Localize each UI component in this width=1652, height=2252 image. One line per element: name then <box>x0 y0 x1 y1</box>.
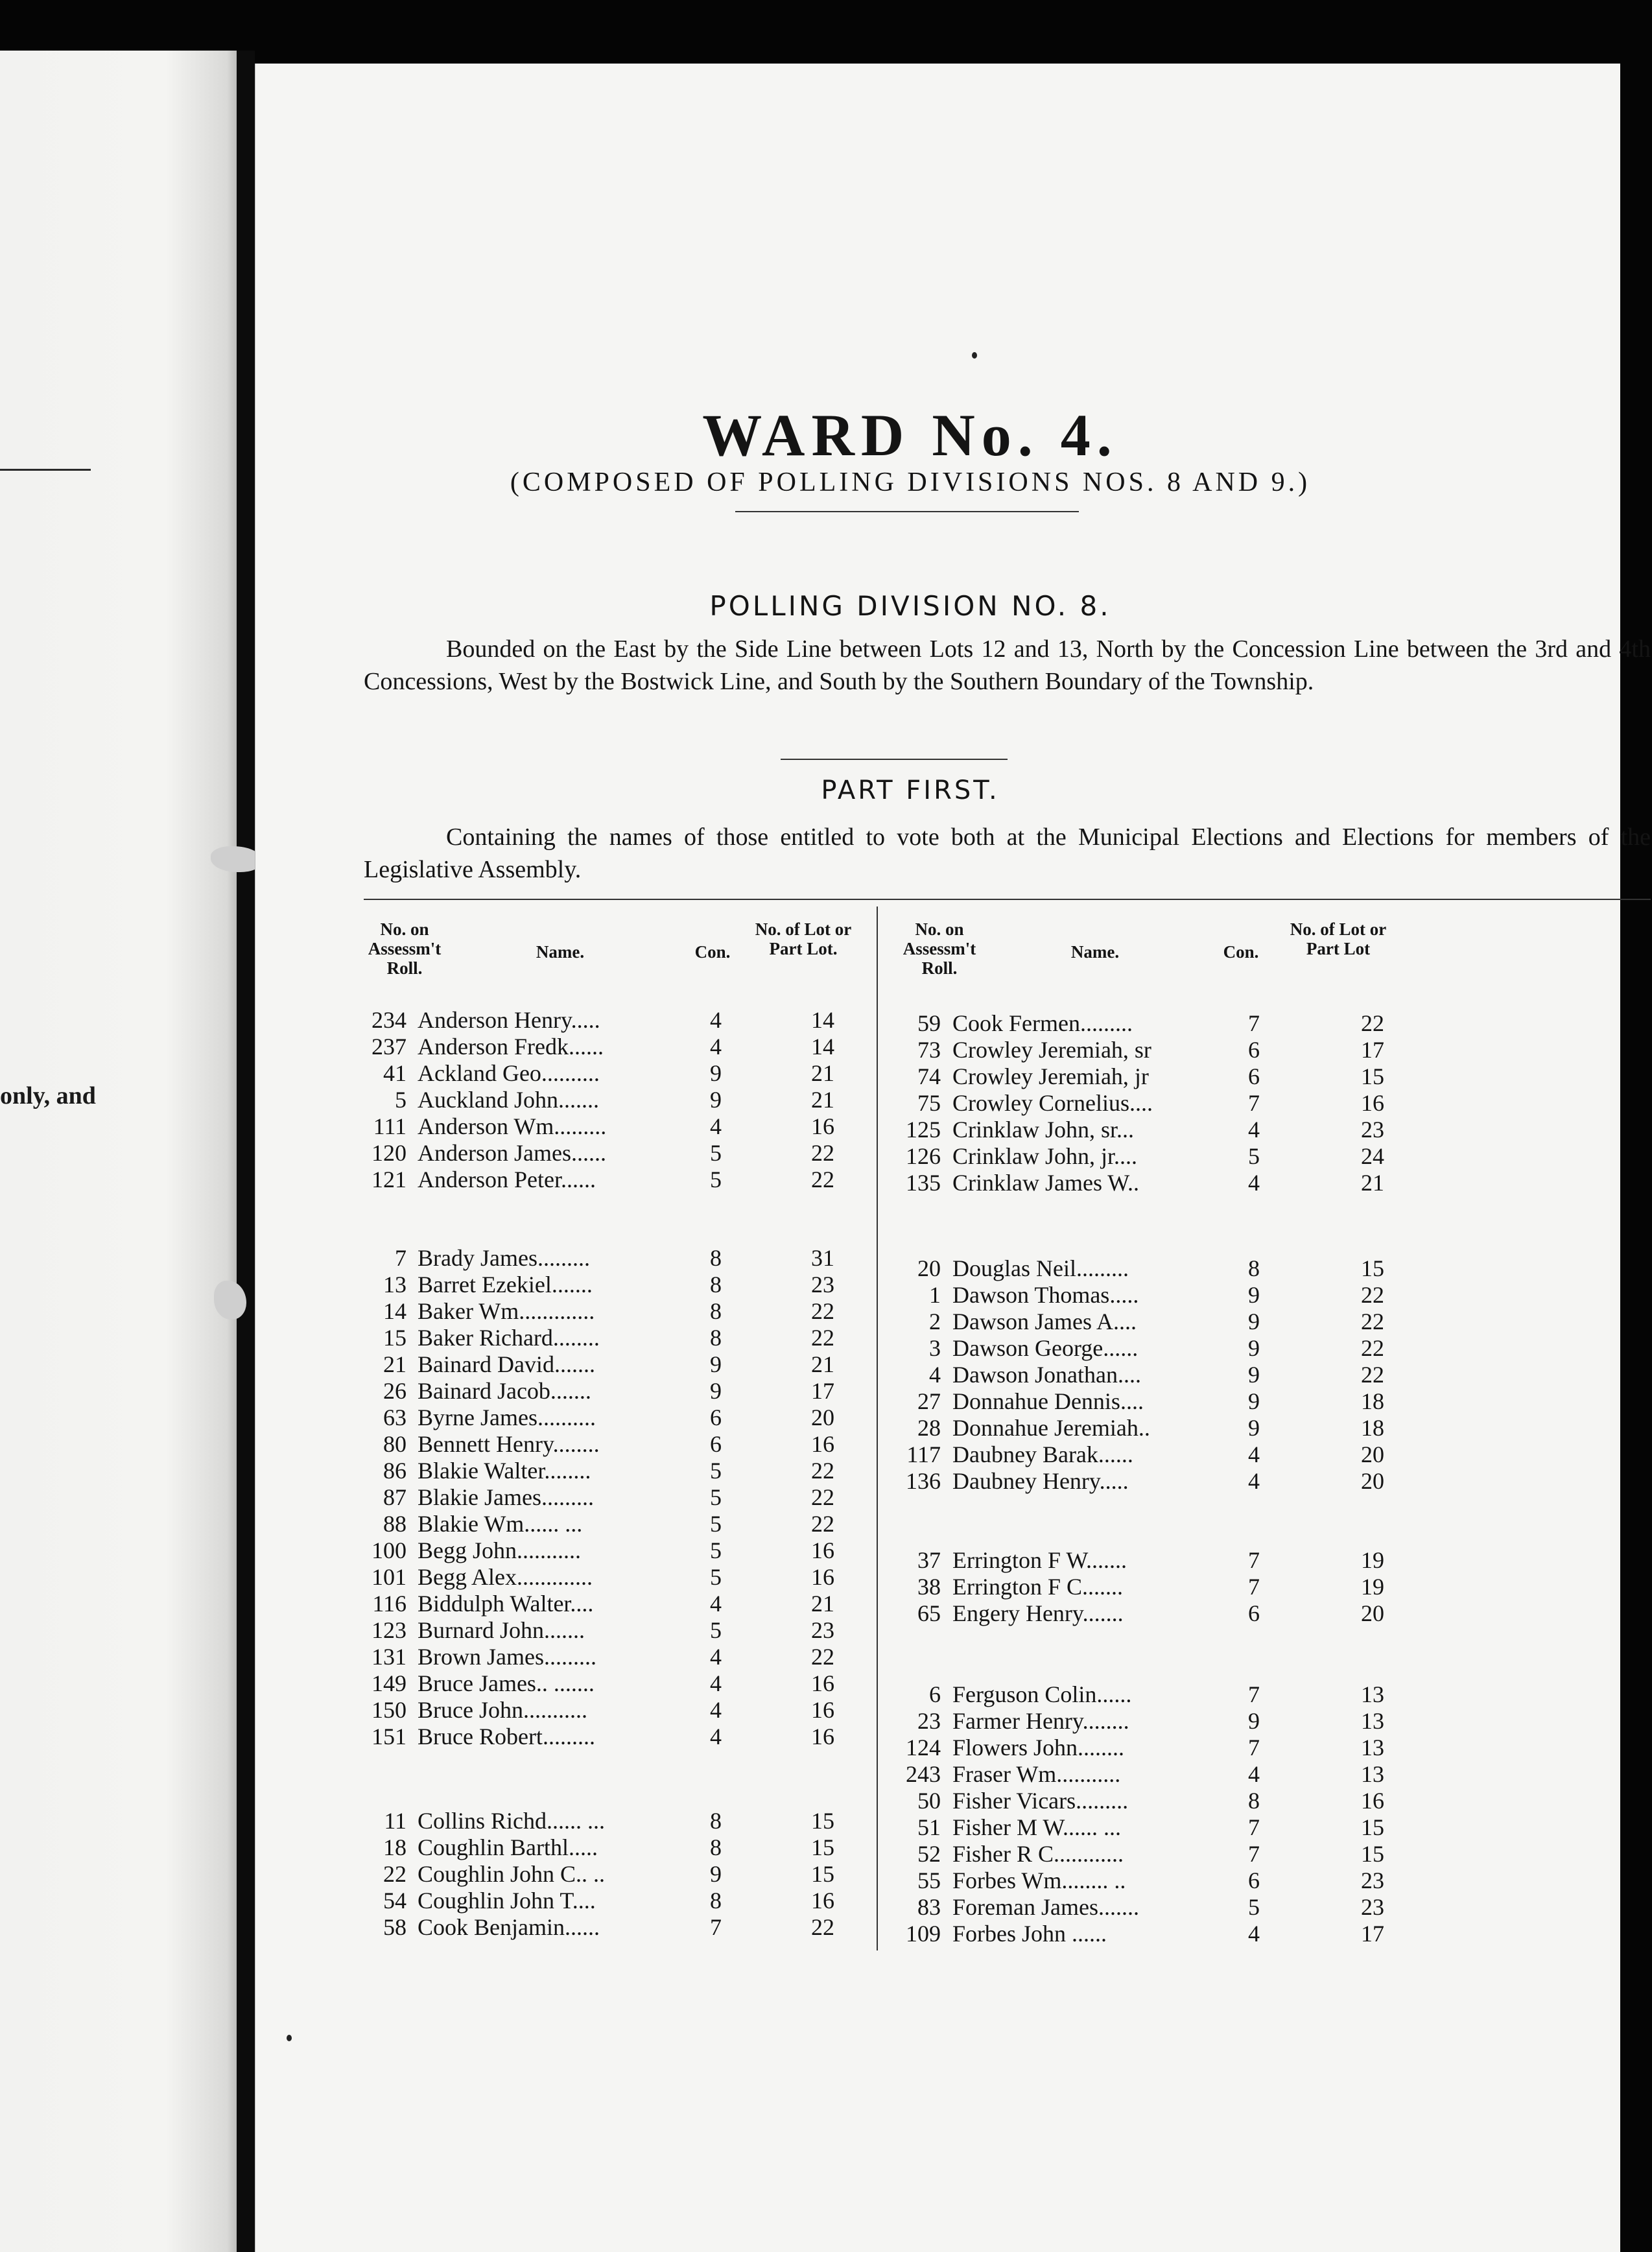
lot-number: 20 <box>1361 1468 1384 1494</box>
roll-number: 75 <box>917 1090 941 1116</box>
concession: 7 <box>710 1914 722 1940</box>
lot-number: 22 <box>811 1511 834 1537</box>
concession: 8 <box>710 1808 722 1834</box>
concession: 9 <box>710 1060 722 1086</box>
lot-number: 13 <box>1361 1761 1384 1787</box>
voter-row <box>255 1388 1546 1414</box>
voter-name: Burnard John....... <box>418 1617 585 1643</box>
voter-row <box>255 1894 1546 1920</box>
lot-number: 22 <box>811 1140 834 1166</box>
voter-row <box>255 1761 1546 1787</box>
voter-name: Donnahue Dennis.... <box>952 1388 1144 1414</box>
voter-name: Forbes Wm........ .. <box>952 1867 1126 1893</box>
roll-number: 7 <box>395 1245 407 1271</box>
concession: 4 <box>1248 1441 1260 1467</box>
voter-name: Coughlin Barthl..... <box>418 1834 598 1860</box>
roll-number: 234 <box>372 1007 407 1033</box>
lot-number: 22 <box>811 1325 834 1351</box>
voter-row <box>255 1255 1546 1281</box>
voter-row <box>255 1814 1546 1840</box>
voter-row <box>255 1415 1546 1441</box>
lot-number: 22 <box>1361 1335 1384 1361</box>
concession: 5 <box>710 1537 722 1563</box>
right-name-header: Name. <box>1070 942 1120 962</box>
lot-number: 22 <box>811 1914 834 1940</box>
concession: 7 <box>1248 1090 1260 1116</box>
voter-name: Dawson Jonathan.... <box>952 1362 1141 1388</box>
voter-name: Bruce Robert......... <box>418 1724 595 1749</box>
concession: 4 <box>710 1591 722 1617</box>
boundary-description: Bounded on the East by the Side Line between Lots 12 and 13, North by the Concession Line between the 3rd and 4th Concessions, West by the Bostwick Line, and South by the Southern Boundary of the Township. <box>364 635 1651 695</box>
voter-name: Ackland Geo.......... <box>418 1060 600 1086</box>
roll-number: 243 <box>906 1761 941 1787</box>
voter-name: Donnahue Jeremiah.. <box>952 1415 1150 1441</box>
roll-number: 13 <box>383 1272 407 1298</box>
lot-number: 15 <box>1361 1063 1384 1089</box>
roll-number: 20 <box>917 1255 941 1281</box>
roll-number: 125 <box>906 1117 941 1143</box>
voter-row <box>255 1090 1546 1116</box>
lot-number: 16 <box>811 1113 834 1139</box>
concession: 4 <box>710 1670 722 1696</box>
concession: 5 <box>710 1140 722 1166</box>
roll-number: 3 <box>929 1335 941 1361</box>
roll-number: 59 <box>917 1010 941 1036</box>
roll-number: 65 <box>917 1600 941 1626</box>
lot-number: 16 <box>811 1431 834 1457</box>
concession: 4 <box>710 1697 722 1723</box>
roll-number: 149 <box>372 1670 407 1696</box>
lot-number: 13 <box>1361 1735 1384 1760</box>
roll-number: 87 <box>383 1484 407 1510</box>
concession: 7 <box>1248 1841 1260 1867</box>
roll-number: 63 <box>383 1405 407 1430</box>
voter-name: Bainard David....... <box>418 1351 595 1377</box>
division-title: POLLING DIVISION NO. 8. <box>709 590 1111 622</box>
voter-name: Baker Wm............. <box>418 1298 595 1324</box>
concession: 7 <box>1248 1547 1260 1573</box>
voter-row <box>255 1644 1546 1670</box>
lot-number: 22 <box>811 1644 834 1670</box>
lot-number: 16 <box>811 1537 834 1563</box>
concession: 4 <box>710 1113 722 1139</box>
roll-number: 237 <box>372 1034 407 1060</box>
voter-name: Cook Fermen......... <box>952 1010 1133 1036</box>
concession: 4 <box>1248 1170 1260 1196</box>
concession: 5 <box>710 1167 722 1192</box>
voter-row <box>255 1708 1546 1734</box>
right-page <box>255 64 1651 2252</box>
book-spine <box>237 51 255 2252</box>
voter-name: Flowers John........ <box>952 1735 1125 1760</box>
roll-number: 117 <box>906 1441 941 1467</box>
lot-number: 17 <box>1361 1921 1384 1947</box>
voter-name: Crowley Cornelius.... <box>952 1090 1153 1116</box>
lot-number: 23 <box>1361 1117 1384 1143</box>
lot-number: 21 <box>1361 1170 1384 1196</box>
table-rule <box>364 899 1651 900</box>
part-title: PART FIRST. <box>821 776 1000 805</box>
lot-number: 19 <box>1361 1547 1384 1573</box>
concession: 8 <box>710 1272 722 1298</box>
concession: 5 <box>710 1564 722 1590</box>
roll-number: 120 <box>372 1140 407 1166</box>
lot-number: 16 <box>811 1724 834 1749</box>
concession: 4 <box>1248 1468 1260 1494</box>
lot-number: 19 <box>1361 1574 1384 1600</box>
lot-number: 13 <box>1361 1708 1384 1734</box>
lot-number: 21 <box>811 1351 834 1377</box>
voter-name: Dawson James A.... <box>952 1309 1137 1334</box>
voter-name: Engery Henry....... <box>952 1600 1124 1626</box>
concession: 5 <box>1248 1894 1260 1920</box>
concession: 7 <box>1248 1735 1260 1760</box>
roll-number: 131 <box>372 1644 407 1670</box>
voter-name: Coughlin John T.... <box>418 1888 596 1914</box>
voter-row <box>255 1921 1546 1947</box>
lot-number: 22 <box>811 1458 834 1484</box>
lot-number: 16 <box>1361 1090 1384 1116</box>
roll-number: 2 <box>929 1309 941 1334</box>
concession: 4 <box>1248 1921 1260 1947</box>
lot-number: 22 <box>1361 1309 1384 1334</box>
concession: 4 <box>710 1007 722 1033</box>
voter-name: Biddulph Walter.... <box>418 1591 594 1617</box>
concession: 9 <box>1248 1708 1260 1734</box>
voter-name: Crinklaw James W.. <box>952 1170 1139 1196</box>
ink-speck <box>287 2035 292 2041</box>
concession: 4 <box>1248 1117 1260 1143</box>
voter-name: Fraser Wm........... <box>952 1761 1121 1787</box>
voter-row <box>255 1681 1546 1707</box>
voter-name: Collins Richd...... ... <box>418 1808 606 1834</box>
voter-name: Errington F W....... <box>952 1547 1127 1573</box>
voter-name: Bruce James.. ....... <box>418 1670 595 1696</box>
lot-number: 13 <box>1361 1681 1384 1707</box>
concession: 7 <box>1248 1574 1260 1600</box>
roll-number: 11 <box>384 1808 407 1834</box>
roll-number: 109 <box>906 1921 941 1947</box>
voter-name: Daubney Barak...... <box>952 1441 1133 1467</box>
roll-number: 111 <box>373 1113 407 1139</box>
voter-name: Begg Alex............. <box>418 1564 593 1590</box>
left-lot-header: No. of Lot or Part Lot. <box>755 919 852 958</box>
roll-number: 58 <box>383 1914 407 1940</box>
lot-number: 14 <box>811 1034 834 1060</box>
roll-number: 126 <box>906 1143 941 1169</box>
roll-number: 50 <box>917 1788 941 1814</box>
roll-number: 135 <box>906 1170 941 1196</box>
voter-name: Daubney Henry..... <box>952 1468 1129 1494</box>
concession: 9 <box>1248 1388 1260 1414</box>
lot-number: 16 <box>811 1697 834 1723</box>
concession: 5 <box>710 1484 722 1510</box>
left-name-header: Name. <box>536 942 585 962</box>
lot-number: 16 <box>1361 1788 1384 1814</box>
lot-number: 22 <box>811 1298 834 1324</box>
lot-number: 15 <box>811 1808 834 1834</box>
concession: 4 <box>710 1644 722 1670</box>
concession: 5 <box>710 1458 722 1484</box>
roll-number: 26 <box>383 1378 407 1404</box>
voter-row <box>255 1117 1546 1143</box>
concession: 9 <box>710 1378 722 1404</box>
voter-row <box>255 1010 1546 1036</box>
roll-number: 124 <box>906 1735 941 1760</box>
lot-number: 21 <box>811 1060 834 1086</box>
divider <box>735 511 1079 512</box>
voter-name: Bennett Henry........ <box>418 1431 600 1457</box>
voter-name: Anderson Wm......... <box>418 1113 607 1139</box>
roll-number: 73 <box>917 1037 941 1063</box>
roll-number: 80 <box>383 1431 407 1457</box>
voter-name: Blakie Wm...... ... <box>418 1511 583 1537</box>
lot-number: 23 <box>811 1617 834 1643</box>
voter-name: Ferguson Colin...... <box>952 1681 1132 1707</box>
roll-number: 23 <box>917 1708 941 1734</box>
voter-name: Coughlin John C.. .. <box>418 1861 606 1887</box>
concession: 5 <box>710 1617 722 1643</box>
concession: 4 <box>1248 1761 1260 1787</box>
voter-row <box>255 1600 1546 1626</box>
voter-name: Dawson Thomas..... <box>952 1282 1139 1308</box>
roll-number: 101 <box>372 1564 407 1590</box>
lot-number: 20 <box>1361 1600 1384 1626</box>
lot-number: 18 <box>1361 1415 1384 1441</box>
divider <box>781 759 1008 760</box>
roll-number: 1 <box>929 1282 941 1308</box>
voter-row <box>255 1143 1546 1169</box>
voter-name: Fisher Vicars......... <box>952 1788 1129 1814</box>
concession: 7 <box>1248 1010 1260 1036</box>
roll-number: 51 <box>917 1814 941 1840</box>
lot-number: 22 <box>1361 1010 1384 1036</box>
voter-row <box>255 1063 1546 1089</box>
roll-number: 86 <box>383 1458 407 1484</box>
roll-number: 38 <box>917 1574 941 1600</box>
roll-number: 151 <box>372 1724 407 1749</box>
lot-number: 15 <box>811 1861 834 1887</box>
voter-row <box>255 1441 1546 1467</box>
concession: 8 <box>710 1325 722 1351</box>
left-page <box>0 51 237 2252</box>
lot-number: 23 <box>811 1272 834 1298</box>
voter-name: Douglas Neil......... <box>952 1255 1129 1281</box>
roll-number: 116 <box>372 1591 407 1617</box>
right-con-header: Con. <box>1223 942 1259 962</box>
roll-number: 6 <box>929 1681 941 1707</box>
roll-number: 136 <box>906 1468 941 1494</box>
right-roll-header: No. on Assessm't Roll. <box>903 919 976 978</box>
voter-name: Errington F C....... <box>952 1574 1124 1600</box>
roll-number: 22 <box>383 1861 407 1887</box>
voter-name: Farmer Henry........ <box>952 1708 1129 1734</box>
lot-number: 24 <box>1361 1143 1384 1169</box>
lot-number: 22 <box>1361 1282 1384 1308</box>
lot-number: 23 <box>1361 1894 1384 1920</box>
roll-number: 27 <box>917 1388 941 1414</box>
lot-number: 22 <box>811 1167 834 1192</box>
concession: 9 <box>710 1087 722 1113</box>
roll-number: 100 <box>372 1537 407 1563</box>
voter-name: Crinklaw John, sr... <box>952 1117 1135 1143</box>
concession: 9 <box>1248 1415 1260 1441</box>
lot-number: 17 <box>811 1378 834 1404</box>
lot-number: 15 <box>811 1834 834 1860</box>
voter-name: Anderson Fredk...... <box>418 1034 604 1060</box>
roll-number: 121 <box>372 1167 407 1192</box>
concession: 9 <box>1248 1282 1260 1308</box>
voter-name: Anderson Peter...... <box>418 1167 596 1192</box>
voter-name: Dawson George...... <box>952 1335 1139 1361</box>
voter-name: Bruce John........... <box>418 1697 587 1723</box>
lot-number: 31 <box>811 1245 834 1271</box>
roll-number: 88 <box>383 1511 407 1537</box>
voter-name: Forbes John ...... <box>952 1921 1107 1947</box>
voter-row <box>255 1468 1546 1494</box>
voter-row <box>255 1867 1546 1893</box>
left-page-rule <box>0 469 91 471</box>
roll-number: 4 <box>929 1362 941 1388</box>
voter-name: Foreman James....... <box>952 1894 1139 1920</box>
lot-number: 16 <box>811 1564 834 1590</box>
concession: 5 <box>710 1511 722 1537</box>
roll-number: 21 <box>383 1351 407 1377</box>
voter-name: Crinklaw John, jr.... <box>952 1143 1137 1169</box>
concession: 6 <box>710 1431 722 1457</box>
concession: 7 <box>1248 1814 1260 1840</box>
roll-number: 150 <box>372 1697 407 1723</box>
voter-name: Begg John........... <box>418 1537 581 1563</box>
voter-name: Blakie Walter........ <box>418 1458 591 1484</box>
concession: 8 <box>710 1834 722 1860</box>
voter-row <box>255 1362 1546 1388</box>
roll-number: 52 <box>917 1841 941 1867</box>
voter-name: Cook Benjamin...... <box>418 1914 600 1940</box>
concession: 9 <box>710 1861 722 1887</box>
voter-row <box>255 1574 1546 1600</box>
lot-number: 20 <box>1361 1441 1384 1467</box>
voter-name: Anderson James...... <box>418 1140 606 1166</box>
voter-name: Byrne James.......... <box>418 1405 596 1430</box>
voter-name: Brown James......... <box>418 1644 596 1670</box>
left-con-header: Con. <box>694 942 731 962</box>
lot-number: 22 <box>1361 1362 1384 1388</box>
roll-number: 54 <box>383 1888 407 1914</box>
concession: 8 <box>710 1298 722 1324</box>
lot-number: 21 <box>811 1087 834 1113</box>
lot-number: 18 <box>1361 1388 1384 1414</box>
concession: 5 <box>1248 1143 1260 1169</box>
voter-name: Auckland John....... <box>418 1087 599 1113</box>
left-roll-header: No. on Assessm't Roll. <box>368 919 442 978</box>
voter-name: Blakie James......... <box>418 1484 594 1510</box>
left-page-fragment: only, and <box>0 1082 96 1109</box>
concession: 9 <box>1248 1362 1260 1388</box>
right-lot-header: No. of Lot or Part Lot <box>1290 919 1387 958</box>
voter-row <box>255 1841 1546 1867</box>
voter-row <box>255 1309 1546 1334</box>
lot-number: 21 <box>811 1591 834 1617</box>
voter-name: Baker Richard........ <box>418 1325 600 1351</box>
voter-row <box>255 1547 1546 1573</box>
roll-number: 28 <box>917 1415 941 1441</box>
voter-row <box>255 1788 1546 1814</box>
lot-number: 14 <box>811 1007 834 1033</box>
concession: 4 <box>710 1034 722 1060</box>
voter-name: Fisher M W...... ... <box>952 1814 1122 1840</box>
lot-number: 15 <box>1361 1841 1384 1867</box>
concession: 7 <box>1248 1681 1260 1707</box>
voter-name: Anderson Henry..... <box>418 1007 600 1033</box>
lot-number: 15 <box>1361 1814 1384 1840</box>
roll-number: 5 <box>395 1087 407 1113</box>
roll-number: 15 <box>383 1325 407 1351</box>
concession: 8 <box>1248 1788 1260 1814</box>
voter-name: Barret Ezekiel....... <box>418 1272 593 1298</box>
voter-row <box>255 1282 1546 1308</box>
part-description: Containing the names of those entitled to vote both at the Municipal Elections and Elections for members of the Legislative Assembly. <box>364 824 1651 883</box>
voter-row <box>255 1735 1546 1760</box>
concession: 8 <box>1248 1255 1260 1281</box>
roll-number: 18 <box>383 1834 407 1860</box>
roll-number: 37 <box>917 1547 941 1573</box>
voter-name: Crowley Jeremiah, jr <box>952 1063 1149 1089</box>
lot-number: 16 <box>811 1888 834 1914</box>
lot-number: 15 <box>1361 1255 1384 1281</box>
roll-number: 41 <box>383 1060 407 1086</box>
ink-speck <box>972 352 977 359</box>
concession: 4 <box>710 1724 722 1749</box>
lot-number: 22 <box>811 1484 834 1510</box>
concession: 6 <box>1248 1867 1260 1893</box>
lot-number: 16 <box>811 1670 834 1696</box>
concession: 6 <box>1248 1063 1260 1089</box>
roll-number: 14 <box>383 1298 407 1324</box>
lot-number: 20 <box>811 1405 834 1430</box>
voter-row <box>255 1037 1546 1063</box>
concession: 9 <box>1248 1309 1260 1334</box>
roll-number: 123 <box>372 1617 407 1643</box>
concession: 8 <box>710 1888 722 1914</box>
page-title: WARD No. 4. <box>702 402 1118 468</box>
concession: 9 <box>1248 1335 1260 1361</box>
page-subtitle: (COMPOSED OF POLLING DIVISIONS NOS. 8 AND 9.) <box>510 468 1311 497</box>
lot-number: 23 <box>1361 1867 1384 1893</box>
concession: 6 <box>1248 1037 1260 1063</box>
lot-number: 17 <box>1361 1037 1384 1063</box>
concession: 9 <box>710 1351 722 1377</box>
concession: 8 <box>710 1245 722 1271</box>
roll-number: 55 <box>917 1867 941 1893</box>
voter-row <box>255 1335 1546 1361</box>
voter-name: Brady James......... <box>418 1245 590 1271</box>
roll-number: 74 <box>917 1063 941 1089</box>
voter-name: Bainard Jacob....... <box>418 1378 591 1404</box>
voter-name: Fisher R C............ <box>952 1841 1124 1867</box>
voter-row <box>255 1511 1546 1537</box>
concession: 6 <box>1248 1600 1260 1626</box>
concession: 6 <box>710 1405 722 1430</box>
voter-row <box>255 1170 1546 1196</box>
voter-name: Crowley Jeremiah, sr <box>952 1037 1151 1063</box>
roll-number: 83 <box>917 1894 941 1920</box>
